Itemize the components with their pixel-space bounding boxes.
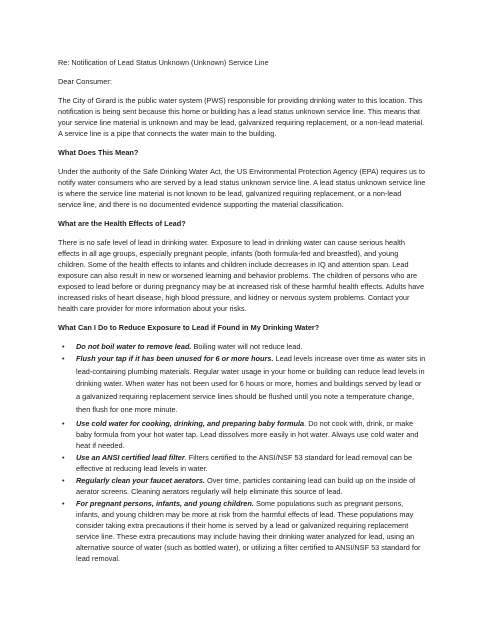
- tip-text: Lead levels increase over time as water sits in lead-containing plumbing materials. Regular water usage in your home or building can reduce lead levels in drinking water. When water has not been used for 6 hours or more, homes and buildings served by lead or a galvanized requiring replacement service lines should be flushed until you note a temperature change, then flush for one more minute.: [76, 354, 426, 414]
- tip-text: Some populations such as pregnant persons, infants, and young children may be more at risk from the harmful effects of lead. These populations may consider taking extra precautions if their home is served by a lead or galvanized requiring replacement service line. These extra precautions may include having their drinking water analyzed for lead, using an alternative source of water (such as bottled water), or utilizing a filter certified to ANSI/NSF 53 standard for lead removal.: [76, 498, 421, 563]
- tip-item: [58, 341, 426, 352]
- tip-lead: For pregnant persons, infants, and young children.: [76, 498, 254, 508]
- letter-salutation: Dear Consumer:: [58, 77, 112, 86]
- tip-item: [58, 353, 426, 417]
- bullet-icon: •: [62, 418, 65, 428]
- tip-lead: Do not boil water to remove lead.: [76, 342, 192, 351]
- section-heading-reduce-exposure: What Can I Do to Reduce Exposure to Lead if Found in My Drinking Water?: [58, 323, 320, 332]
- tip-text: . Filters certified to the ANSI/NSF 53 standard for lead removal can be effective at reducing lead levels in water.: [76, 452, 413, 473]
- bullet-icon: •: [62, 354, 65, 363]
- tip-text: Over time, particles containing lead can build up on the inside of aerator screens. Cleaning aerators regularly will help eliminate this source of lead.: [76, 475, 416, 496]
- bullet-icon: •: [62, 475, 65, 485]
- tip-lead: Use an ANSI certified lead filter: [76, 452, 185, 462]
- tip-text: . Do not cook with, drink, or make baby formula from your hot water tap. Lead dissolves more easily in hot water. Always use cold water and heat if needed.: [76, 418, 419, 450]
- intro-paragraph: The City of Girard is the public water system (PWS) responsible for providing drinking water to this location. This notification is being sent because this home or building has a lead status unknown service line. This means that your service line material is unknown and may be lead, galvanized requiring replacement, or a non-lead material. A service line is a pipe that connects the water main to the building.: [58, 96, 425, 138]
- bullet-icon: •: [62, 498, 65, 508]
- section-heading-health-effects: What are the Health Effects of Lead?: [58, 219, 186, 228]
- section-body-meaning: Under the authority of the Safe Drinking Water Act, the US Environmental Protection Agency (EPA) requires us to notify water consumers who are served by a lead status unknown service line. A lead status unknown service line is where the service line material is not known to be lead, galvanized requiring replacement, or a non-lead service line, and there is no documented evidence supporting the material classification.: [58, 167, 426, 209]
- tip-item: [58, 498, 426, 564]
- bullet-icon: •: [62, 452, 65, 462]
- letter-page: [58, 57, 426, 565]
- bullet-icon: •: [62, 342, 65, 351]
- section-body-health-effects: There is no safe level of lead in drinking water. Exposure to lead in drinking water can cause serious health effects in all age groups, especially pregnant people, infants (both formula-fed and breastfed), and young children. Some of the health effects to infants and children include decreases in IQ and attention span. Lead exposure can also result in new or worsened learning and behavior problems. The children of persons who are exposed to lead before or during pregnancy may be at increased risk of these harmful health effects. Adults have increased risks of heart disease, high blood pressure, and kidney or nervous system problems. Contact your health care provider for more information about your risks.: [58, 238, 425, 313]
- tip-item: [58, 475, 426, 497]
- tip-lead: Use cold water for cooking, drinking, and preparing baby formula: [76, 418, 305, 428]
- tips-list: [58, 341, 426, 564]
- tip-lead: Flush your tap if it has been unused for 6 or more hours.: [76, 354, 274, 363]
- section-heading-meaning: What Does This Mean?: [58, 148, 139, 157]
- tip-item: [58, 418, 426, 451]
- tip-lead: Regularly clean your faucet aerators.: [76, 475, 205, 485]
- tip-item: [58, 452, 426, 474]
- letter-subject: [58, 57, 426, 68]
- subject-text: Re: Notification of Lead Status Unknown (Unknown) Service Line: [58, 58, 269, 67]
- tip-text: Boiling water will not reduce lead.: [191, 342, 303, 351]
